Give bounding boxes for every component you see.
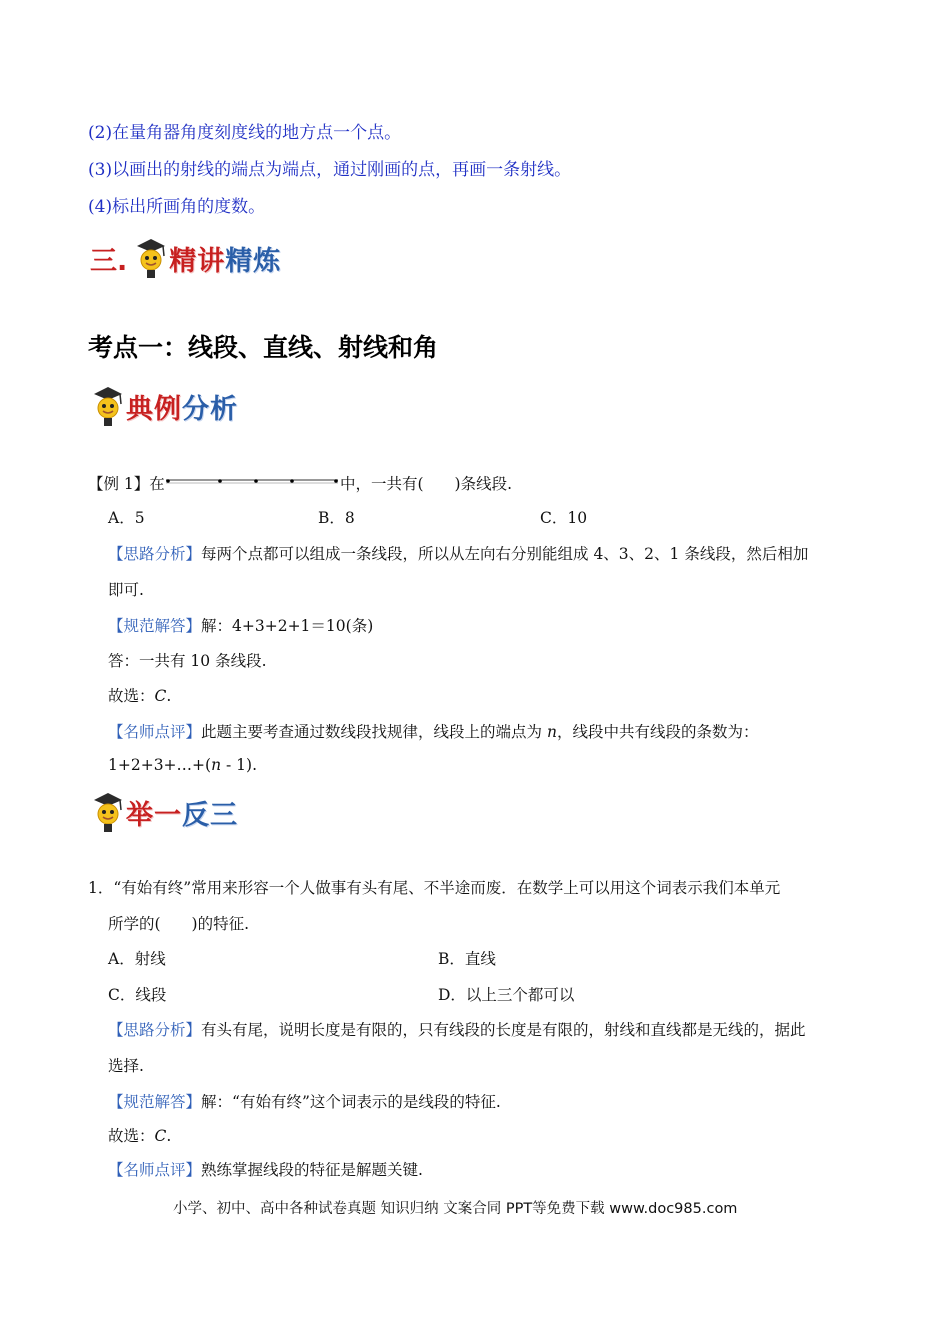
page-footer: 小学、初中、高中各种试卷真题 知识归纳 文案合同 PPT等免费下载 www.doc985.com (173, 1201, 738, 1217)
solution-tag: 【规范解答】 (108, 1093, 202, 1111)
choose-label: 故选： (108, 1127, 155, 1145)
segment-point (254, 479, 258, 483)
analysis-tag: 【思路分析】 (108, 1021, 202, 1039)
doctor-mascot-icon (133, 236, 169, 280)
example-prefix: 在 (149, 475, 165, 493)
step-2: (2)在量角器角度刻度线的地方点一个点。 (88, 123, 402, 143)
example1-analysis (108, 542, 808, 564)
banner-title-a: 典例 (126, 393, 182, 425)
banner-juyi (90, 790, 238, 834)
doctor-mascot-icon (90, 790, 126, 834)
banner-title (126, 793, 238, 832)
q1-analysis (108, 1018, 806, 1040)
q1-option-c: C．线段 (108, 986, 167, 1004)
comment-tag: 【名师点评】 (108, 1161, 202, 1179)
example1-answer: 答：一共有 10 条线段. (108, 652, 267, 670)
example1-choose (108, 684, 171, 706)
comment-text: 熟练掌握线段的特征是解题关键. (201, 1161, 423, 1179)
choose-letter: C (154, 687, 167, 705)
q1-option-d: D．以上三个都可以 (438, 986, 575, 1004)
step-4: (4)标出所画角的度数。 (88, 197, 266, 217)
formula-n: n (211, 756, 222, 774)
solution-text: 解：4+3+2+1＝10(条) (201, 617, 374, 635)
banner-title-a: 举一 (126, 799, 182, 831)
choose-end: . (166, 687, 172, 705)
example1-analysis-cont: 即可. (108, 581, 144, 599)
q1-option-b: B．直线 (438, 950, 496, 968)
banner-title-b: 精炼 (225, 245, 282, 277)
banner-dianli (90, 384, 238, 428)
example1-solution (108, 614, 373, 636)
comment-tag: 【名师点评】 (108, 723, 202, 741)
example1-option-b: B．8 (318, 509, 355, 527)
banner-jingjiang (90, 236, 281, 280)
segment-point (166, 479, 170, 483)
q1-analysis-cont: 选择. (108, 1057, 144, 1075)
example1-question (88, 472, 165, 494)
example-suffix: 中，一共有( )条线段. (340, 475, 513, 493)
banner-title-b: 反三 (182, 799, 238, 831)
example1-comment-cont (108, 756, 257, 774)
banner-number: 三. (90, 245, 128, 277)
comment-text-b: ，线段中共有线段的条数为： (556, 723, 759, 741)
segment-point (334, 479, 338, 483)
choose-letter: C (154, 1127, 167, 1145)
solution-tag: 【规范解答】 (108, 617, 202, 635)
example1-option-c: C．10 (540, 509, 588, 527)
formula-a: 1+2+3+…+( (108, 756, 212, 774)
section-title: 考点一：线段、直线、射线和角 (88, 333, 439, 362)
banner-title-b: 分析 (182, 393, 238, 425)
comment-text-a: 此题主要考查通过数线段找规律，线段上的端点为 (201, 723, 547, 741)
q1-line-1: 1．“有始有终”常用来形容一个人做事有头有尾、不半途而废．在数学上可以用这个词表示我们本单元 (88, 879, 781, 897)
example-label: 【例 1】 (88, 475, 150, 493)
q1-option-a: A．射线 (108, 950, 166, 968)
q1-comment (108, 1158, 423, 1180)
example1-option-a: A．5 (108, 509, 145, 527)
banner-title (126, 387, 238, 426)
analysis-text: 每两个点都可以组成一条线段，所以从左向右分别能组成 4、3、2、1 条线段，然后相加 (201, 545, 809, 563)
analysis-text: 有头有尾，说明长度是有限的，只有线段的长度是有限的，射线和直线都是无线的，据此 (201, 1021, 806, 1039)
choose-label: 故选： (108, 687, 155, 705)
analysis-tag: 【思路分析】 (108, 545, 202, 563)
step-3: (3)以画出的射线的端点为端点，通过刚画的点，再画一条射线。 (88, 160, 572, 180)
q1-line-2: 所学的( )的特征. (108, 915, 250, 933)
example1-comment (108, 720, 758, 742)
q1-solution (108, 1090, 501, 1112)
doctor-mascot-icon (90, 384, 126, 428)
banner-title (169, 239, 281, 278)
comment-n: n (546, 723, 557, 741)
q1-choose (108, 1124, 171, 1146)
solution-text: 解：“有始有终”这个词表示的是线段的特征. (201, 1093, 501, 1111)
segment-figure (164, 474, 342, 490)
formula-b: - 1). (221, 756, 258, 774)
segment-point (218, 479, 222, 483)
banner-title-a: 精讲 (169, 245, 226, 277)
segment-point (290, 479, 294, 483)
choose-end: . (166, 1127, 172, 1145)
